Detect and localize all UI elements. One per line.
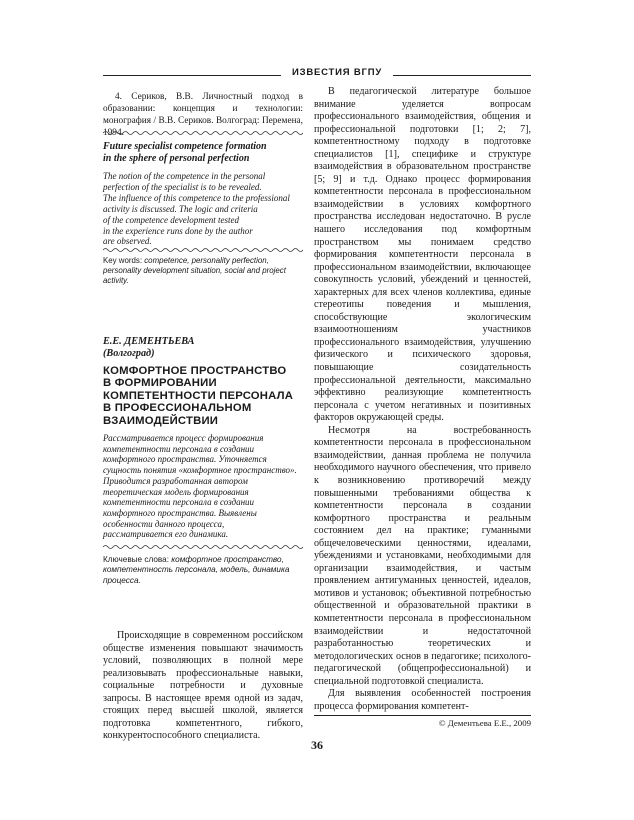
russian-abstract-line: особенности данного процесса, [103,518,225,529]
russian-keywords-text: комфортное пространство, компетентность персонала, модель, динамика процесса. [103,555,290,585]
body-paragraph: В педагогической литературе большое внимание уделяется вопросам профессионального взаимодействия, общения и профессиональной подготовки [1; 2; 7], компетентностному подходу в подготовке специалистов [1], специфике и структуре взаимодействия в образовательном пространстве [5; 9] и т.д. Однако процесс формирования компетентности персонала в профессиональном взаимодействии в условиях комфортного пространства исследован недостаточно. В русле нашего исследования под комфортным пространством мы понимаем средство формирования компетентности персонала в профессиональном взаимодействии, включающее совокупность условий, убеждений и ценностей, характерных для всех членов коллектива, единые стереотипы поведения и мышления, способствующие экологическим взаимоотношениям участников профессионального взаимодействия, улучшению физического и психического здоровья, повышающие созидательность профессиональной деятельности, максимально эффективно реализующие компетентность персонала с учетом негативных и позитивных факторов окружающей среды. [314,86,531,424]
article-title-line: КОМПЕТЕНТНОСТИ ПЕРСОНАЛА [103,389,294,402]
divider-wave-2 [103,247,303,253]
russian-abstract-line: сущность понятия «комфортное пространство». [103,465,297,476]
author-name: Е.Е. ДЕМЕНТЬЕВА [103,336,195,347]
reference-text: 4. Сериков, В.В. Личностный подход в образовании: концепция и технологии: монография / В.В. Сериков. Волгоград: Перемена, 1994. [103,92,303,138]
russian-abstract [103,433,303,540]
russian-keywords-label: Ключевые слова: [103,555,169,564]
article-title-line: КОМФОРТНОЕ ПРОСТРАНСТВО [103,365,287,377]
author-block [103,336,303,360]
russian-abstract-line: рассматривается его динамика. [103,529,229,540]
left-body-text [103,630,303,743]
reference-item [103,83,303,149]
russian-keywords [103,555,303,586]
russian-abstract-line: компетентности персонала в создании [103,443,255,454]
english-keywords-text: competence, personality perfection, personality development situation, social and project activity. [103,256,286,286]
header-rule-left [103,75,281,76]
article-title-line: ВЗАИМОДЕЙСТВИИ [103,414,219,427]
english-keywords [103,256,303,287]
copyright-notice: © Дементьева Е.Е., 2009 [438,718,531,728]
english-abstract-line: in the experience runs done by the author [103,225,253,236]
russian-abstract-line: комфортного пространства. Уточняется [103,454,267,465]
body-paragraph: Происходящие в современном российском обществе изменения повышают значимость условий, позволяющих в полной мере реализовывать профессиональные навыки, социальные потребности и духовные запросы. В настоящее время одной из задач, стоящих перед высшей школой, является подготовка компетентного, гибкого, конкурентоспособного специалиста. [103,630,303,742]
english-abstract-block [103,141,303,247]
article-title [103,365,303,427]
body-paragraph: Для выявления особенностей построения процесса формирования компетент- [314,688,531,712]
journal-title: ИЗВЕСТИЯ ВГПУ [291,67,383,78]
divider-wave-3 [103,544,303,550]
author-affiliation: (Волгоград) [103,347,155,359]
russian-abstract-line: компетентности персонала в создании [103,497,255,508]
english-abstract [103,171,303,247]
russian-abstract-line: комфортного пространства. Выявлены [103,507,257,518]
body-paragraph: Несмотря на востребованность компетентности персонала в профессиональном взаимодействии, данная проблема не получила необходимого научного обеспечения, что привело к возникновению противоречий между повышенными требованиями общества к компетентности персонала в создании комфортного пространства и реальным состоянием дел на практике; гуманными общечеловеческими ценностями, идеалами, убеждениями и установками, необходимыми для организации взаимодействия, и частым проявлением антигуманных ценностей, идеалов, мотивов и установок; объективной потребностью общественной и образовательной практики в компетентности персонала в профессиональном взаимодействии и недостаточной разработанностью теоретических и методологических основ в педагогике; психолого-педагогической (общепрофессиональной) и специальной подготовкой специалиста. [314,424,531,687]
article-title-line: В ПРОФЕССИОНАЛЬНОМ [103,402,252,415]
right-body-text [314,86,531,713]
russian-abstract-line: Приводится разработанная автором [103,475,248,486]
english-keywords-label: Key words: [103,256,143,265]
page-number: 36 [311,738,323,752]
english-abstract-line: of the competence development tested [103,214,239,225]
divider-wave-1 [103,130,303,136]
english-title-line-2: in the sphere of personal perfection [103,153,250,164]
english-abstract-line: The notion of the competence in the personal [103,171,266,181]
english-title-line-1: Future specialist competence formation [103,141,267,152]
english-abstract-line: are observed. [103,236,152,247]
footer-rule [314,715,531,716]
russian-abstract-line: теоретическая модель формирования [103,486,249,497]
english-abstract-line: The influence of this competence to the professional [103,192,290,203]
article-title-line: В ФОРМИРОВАНИИ [103,377,217,390]
russian-abstract-line: Рассматривается процесс формирования [103,433,264,443]
english-abstract-line: activity is discussed. The logic and criteria [103,203,258,214]
header-rule-right [393,75,531,76]
english-abstract-line: perfection of the specialist is to be revealed. [103,181,262,192]
